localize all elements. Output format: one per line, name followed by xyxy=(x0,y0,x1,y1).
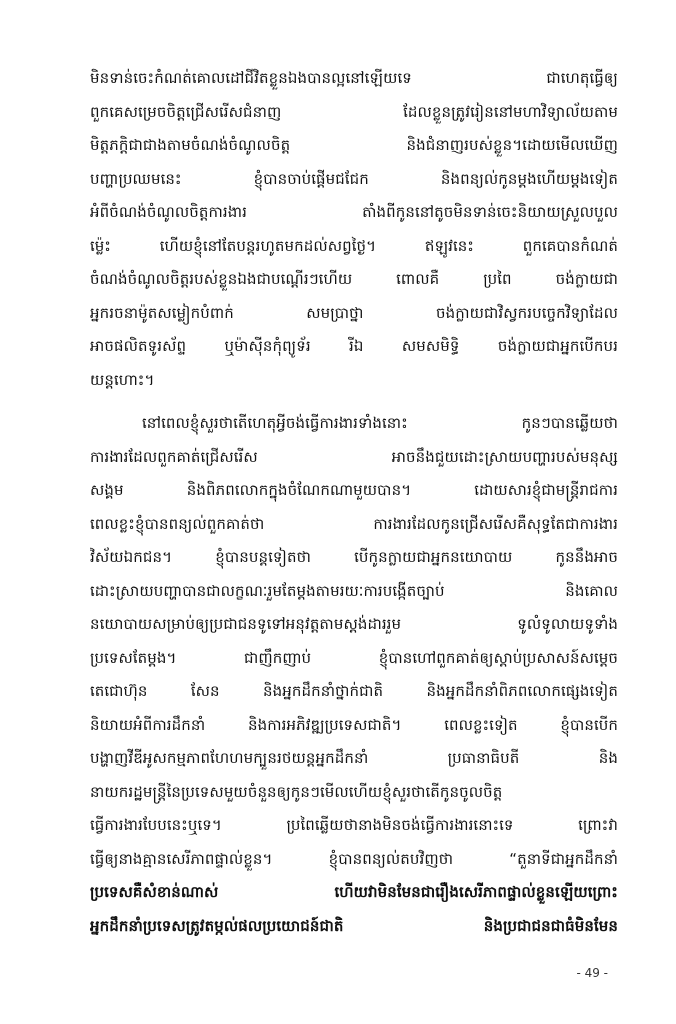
page-number: - 49 - xyxy=(576,966,608,980)
paragraph-2-line: ធ្វើការងារបែបនេះឬទេ។ ប្រពៃឆ្លើយថានាងមិនចង់ធ្វើការងារនោះទេ ព្រោះវា xyxy=(90,816,618,834)
paragraph-1-line: ម្ល៉េះ ហើយខ្ញុំនៅតែបន្តរហូតមកដល់សព្វថ្ងៃ។ ឥឡូវនេះ ពួកគេបានកំណត់ xyxy=(90,236,618,255)
bold-quote-line: ប្រទេសគឺសំខាន់ណាស់ ហើយវាមិនមែនជារឿងសេរីភាពផ្ទាល់ខ្លួនឡើយព្រោះ xyxy=(90,883,618,901)
paragraph-2-line: នយោបាយសម្រាប់ឲ្យប្រជាជនទូទៅអនុវត្តតាមស្ដង់ដាររួម ទូលំទូលាយទូទាំង xyxy=(90,615,618,633)
paragraph-2-line: ពេលខ្លះខ្ញុំបានពន្យល់ពួកគាត់ថា ការងារដែលកូនជ្រើសរើសគឺសុទ្ធតែជាការងារ xyxy=(90,514,618,533)
paragraph-2-line: នាយករដ្ឋមន្ត្រីនៃប្រទេសមួយចំនួនឲ្យកូនៗមើលហើយខ្ញុំសួរថាតើកូនចូលចិត្ត xyxy=(90,782,503,801)
paragraph-1-line: បញ្ហាប្រឈមនេះ ខ្ញុំបានចាប់ផ្ដើមជជែក និងពន្យល់កូនម្ដងហើយម្ដងទៀត xyxy=(90,169,618,188)
paragraph-1-line: ចំណង់ចំណូលចិត្តរបស់ខ្លួនឯងជាបណ្ដើរៗហើយ ពោលគឺ ប្រពៃ ចង់ក្លាយជា xyxy=(90,270,618,288)
bold-quote-line: អ្នកដឹកនាំប្រទេសត្រូវតម្កល់ផលប្រយោជន៍ជាតិ និងប្រជាជនជាធំមិនមែន xyxy=(90,916,618,935)
paragraph-2-line: តេជោហ៊ុន សែន និងអ្នកដឹកនាំថ្នាក់ជាតិ និងអ្នកដឹកនាំពិភពលោកផ្សេងទៀត xyxy=(90,682,618,700)
paragraph-2-line: វិស័យឯកជន។ ខ្ញុំបានបន្តទៀតថា បើកូនក្លាយជាអ្នកនយោបាយ កូននឹងអាច xyxy=(90,548,618,566)
paragraph-1-line: អាចផលិតទូរស័ព្ទ ឬម៉ាស៊ីនកុំព្យូទ័រ រីឯ សមសមិទ្ធិ ចង់ក្លាយជាអ្នកបើកបរ xyxy=(90,337,618,355)
paragraph-2-line: ធ្វើឲ្យនាងគ្មានសេរីភាពផ្ទាល់ខ្លួន។ ខ្ញុំបានពន្យល់តបវិញថា “តួនាទីជាអ្នកដឹកនាំ xyxy=(90,849,618,868)
paragraph-1-line: មិនទាន់ចេះកំណត់គោលដៅជីវិតខ្លួនឯងបានល្អនៅឡើយទេ ជាហេតុធ្វើឲ្យ xyxy=(90,69,618,87)
paragraph-1-line: ពួកគេសម្រេចចិត្តជ្រើសរើសជំនាញ ដែលខ្លួនត្រូវរៀននៅមហាវិទ្យាល័យតាម xyxy=(90,102,618,121)
body-text xyxy=(90,62,618,943)
paragraph-2-line: ប្រទេសតែម្ដង។ ជាញឹកញាប់ ខ្ញុំបានហៅពួកគាត់ឲ្យស្ដាប់ប្រសាសន៍សម្ដេច xyxy=(90,648,618,667)
paragraph-2-line: ដោះស្រាយបញ្ហាបានជាលក្ខណៈរួមតែម្ដងតាមរយៈការបង្កើតច្បាប់ និងគោល xyxy=(90,581,618,600)
paragraph-1-line: មិត្តភក្តិជាជាងតាមចំណង់ចំណូលចិត្ត និងជំនាញរបស់ខ្លួន។ដោយមើលឃើញ xyxy=(90,136,618,154)
paragraph-1-line: យន្តហោះ។ xyxy=(90,370,155,389)
paragraph-2-line: និយាយអំពីការដឹកនាំ និងការអភិវឌ្ឍប្រទេសជាតិ។ ពេលខ្លះទៀត ខ្ញុំបានបើក xyxy=(90,715,618,734)
paragraph-1-line: អ្នករចនាម៉ូតសម្លៀកបំពាក់ សមប្រាថ្នា ចង់ក្លាយជាវិស្វករបច្ចេកវិទ្យាដែល xyxy=(90,303,618,322)
paragraph-2-line: នៅពេលខ្ញុំសួរថាតើហេតុអ្វីចង់ធ្វើការងារទាំងនោះ កូនៗបានឆ្លើយថា xyxy=(142,414,618,432)
paragraph-2-line: បង្ហាញវីឌីអូសកម្មភាពហែហមក្បួនរថយន្តអ្នកដឹកនាំ ប្រធានាធិបតី និង xyxy=(90,749,618,767)
paragraph-1-line: អំពីចំណង់ចំណូលចិត្តការងារ តាំងពីកូននៅតូចមិនទាន់ចេះនិយាយស្រួលបួល xyxy=(90,203,618,221)
paragraph-2-line: សង្គម និងពិភពលោកក្នុងចំណែកណាមួយបាន។ ដោយសារខ្ញុំជាមន្ត្រីរាជការ xyxy=(90,481,618,499)
paragraph-2-line: ការងារដែលពួកគាត់ជ្រើសរើស អាចនឹងជួយដោះស្រាយបញ្ហារបស់មនុស្ស xyxy=(90,447,618,466)
